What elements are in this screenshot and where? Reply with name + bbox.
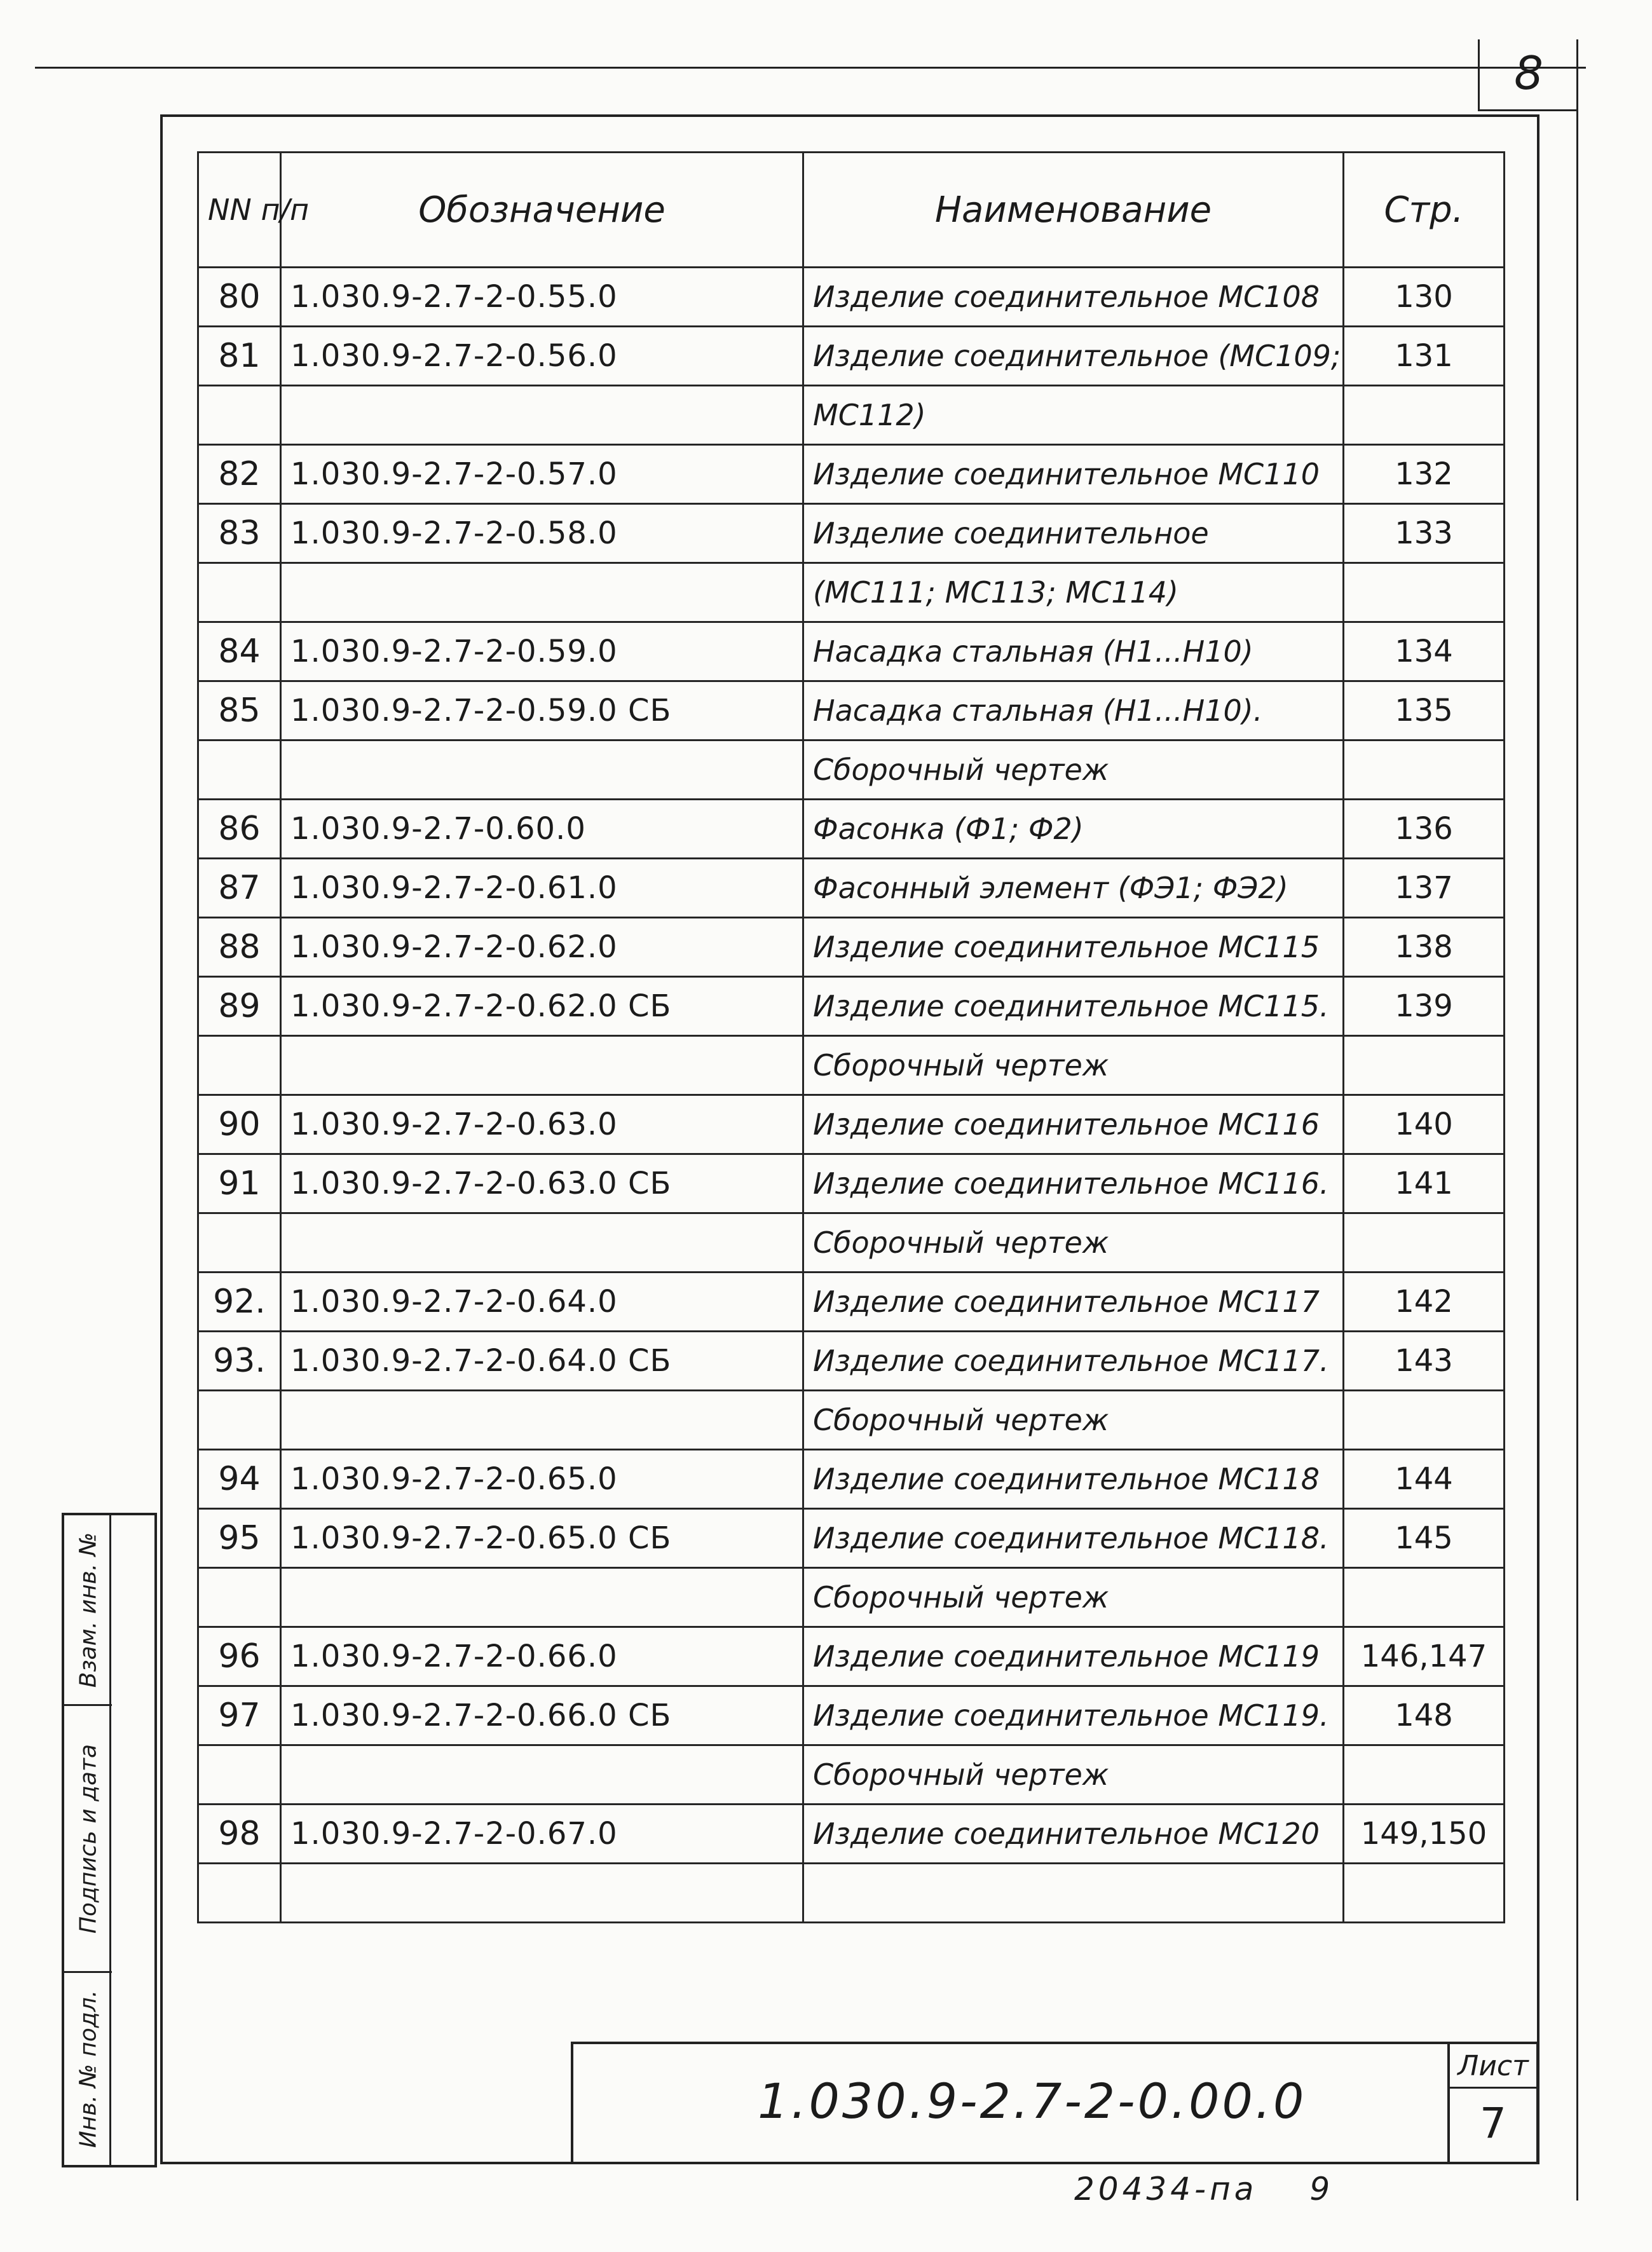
cell-page — [1344, 1745, 1505, 1805]
cell-designation: 1.030.9-2.7-2-0.64.0 — [281, 1273, 803, 1332]
table-row — [198, 1332, 1505, 1391]
cell-designation: 1.030.9-2.7-2-0.58.0 — [281, 504, 803, 563]
cell-number: 80 — [198, 268, 281, 327]
side-label-inventory: Инв. № подл. — [75, 1989, 101, 2148]
cell-number — [198, 1745, 281, 1805]
sheet-number-divider — [1478, 39, 1480, 111]
sheet-label: Лист — [1450, 2044, 1536, 2089]
cell-designation — [281, 563, 803, 622]
cell-page: 139 — [1344, 977, 1505, 1036]
table-row — [198, 1095, 1505, 1154]
table-row — [198, 1450, 1505, 1509]
cell-number — [198, 386, 281, 445]
side-cell-inventory — [64, 1973, 112, 2165]
cell-number — [198, 1568, 281, 1627]
cell-name: Сборочный чертеж — [803, 1036, 1344, 1095]
table-row — [198, 681, 1505, 740]
archive-code: 20434-па — [1074, 2171, 1258, 2208]
table-row — [198, 918, 1505, 977]
cell-page — [1344, 1213, 1505, 1273]
cell-name: Изделие соединительное (МС109; — [803, 327, 1344, 386]
cell-designation: 1.030.9-2.7-2-0.65.0 СБ — [281, 1509, 803, 1568]
cell-number — [198, 1864, 281, 1923]
cell-name: Изделие соединительное МС116 — [803, 1095, 1344, 1154]
cell-page: 149,150 — [1344, 1805, 1505, 1864]
cell-page: 131 — [1344, 327, 1505, 386]
cell-name: Изделие соединительное МС118. — [803, 1509, 1344, 1568]
table-row — [198, 622, 1505, 681]
table-row — [198, 1568, 1505, 1627]
cell-number: 83 — [198, 504, 281, 563]
cell-designation: 1.030.9-2.7-2-0.67.0 — [281, 1805, 803, 1864]
cell-name: Насадка стальная (Н1...Н10) — [803, 622, 1344, 681]
table-row — [198, 1391, 1505, 1450]
cell-number — [198, 1213, 281, 1273]
table-row — [198, 800, 1505, 859]
specification-table — [197, 151, 1505, 1923]
cell-name: Фасонка (Ф1; Ф2) — [803, 800, 1344, 859]
cell-page — [1344, 1568, 1505, 1627]
cell-designation: 1.030.9-2.7-0.60.0 — [281, 800, 803, 859]
table-row — [198, 1213, 1505, 1273]
table-row — [198, 859, 1505, 918]
side-label-replacement: Взам. инв. № — [75, 1532, 101, 1688]
table-header-row — [198, 153, 1505, 268]
cell-name: Сборочный чертеж — [803, 1568, 1344, 1627]
cell-designation — [281, 1213, 803, 1273]
cell-designation — [281, 740, 803, 800]
top-border-line — [35, 67, 1586, 69]
cell-page — [1344, 1864, 1505, 1923]
table-row — [198, 1686, 1505, 1745]
cell-designation: 1.030.9-2.7-2-0.59.0 СБ — [281, 681, 803, 740]
table-row — [198, 977, 1505, 1036]
cell-name: Изделие соединительное МС115 — [803, 918, 1344, 977]
cell-designation: 1.030.9-2.7-2-0.55.0 — [281, 268, 803, 327]
table-row — [198, 445, 1505, 504]
table-row — [198, 1036, 1505, 1095]
side-cell-replacement — [64, 1515, 112, 1706]
cell-name: Изделие соединительное МС120 — [803, 1805, 1344, 1864]
table-row — [198, 1154, 1505, 1213]
cell-designation — [281, 1864, 803, 1923]
cell-page: 140 — [1344, 1095, 1505, 1154]
cell-designation — [281, 1745, 803, 1805]
cell-designation: 1.030.9-2.7-2-0.64.0 СБ — [281, 1332, 803, 1391]
cell-number: 97 — [198, 1686, 281, 1745]
table-row — [198, 1273, 1505, 1332]
cell-number: 96 — [198, 1627, 281, 1686]
cell-page: 145 — [1344, 1509, 1505, 1568]
cell-page: 137 — [1344, 859, 1505, 918]
table-body — [198, 268, 1505, 1923]
cell-name: Изделие соединительное МС108 — [803, 268, 1344, 327]
table-row — [198, 563, 1505, 622]
cell-name: Сборочный чертеж — [803, 1745, 1344, 1805]
frame-right-edge — [1537, 114, 1539, 2164]
cell-name: Фасонный элемент (ФЭ1; ФЭ2) — [803, 859, 1344, 918]
table-row — [198, 268, 1505, 327]
table-row — [198, 1509, 1505, 1568]
cell-page — [1344, 740, 1505, 800]
cell-designation — [281, 1036, 803, 1095]
table-row — [198, 386, 1505, 445]
cell-page: 135 — [1344, 681, 1505, 740]
cell-number — [198, 740, 281, 800]
cell-name — [803, 1864, 1344, 1923]
cell-number: 81 — [198, 327, 281, 386]
title-block — [571, 2042, 1539, 2164]
cell-name: Сборочный чертеж — [803, 1391, 1344, 1450]
sheet-cell — [1447, 2044, 1536, 2162]
cell-name: Изделие соединительное МС119. — [803, 1686, 1344, 1745]
sheet-right-border — [1576, 39, 1578, 2201]
cell-name: (МС111; МС113; МС114) — [803, 563, 1344, 622]
cell-name: Насадка стальная (Н1...Н10). — [803, 681, 1344, 740]
side-label-signature: Подпись и дата — [75, 1744, 101, 1934]
cell-designation: 1.030.9-2.7-2-0.65.0 — [281, 1450, 803, 1509]
table-row — [198, 740, 1505, 800]
document-code: 1.030.9-2.7-2-0.00.0 — [758, 2073, 1307, 2129]
cell-number: 94 — [198, 1450, 281, 1509]
sheet-value: 7 — [1480, 2099, 1506, 2148]
cell-designation: 1.030.9-2.7-2-0.63.0 — [281, 1095, 803, 1154]
header-designation: Обозначение — [281, 153, 803, 268]
cell-page: 143 — [1344, 1332, 1505, 1391]
cell-name: Изделие соединительное МС118 — [803, 1450, 1344, 1509]
table-row — [198, 1864, 1505, 1923]
sheet-number-bottom — [1478, 109, 1578, 111]
cell-name: Изделие соединительное МС117. — [803, 1332, 1344, 1391]
cell-page — [1344, 563, 1505, 622]
table-row — [198, 1627, 1505, 1686]
cell-page: 133 — [1344, 504, 1505, 563]
cell-number: 91 — [198, 1154, 281, 1213]
cell-number: 87 — [198, 859, 281, 918]
cell-page: 134 — [1344, 622, 1505, 681]
header-number: NN п/п — [198, 153, 281, 268]
table-row — [198, 504, 1505, 563]
cell-number: 95 — [198, 1509, 281, 1568]
cell-page — [1344, 1036, 1505, 1095]
cell-page: 141 — [1344, 1154, 1505, 1213]
sheet-number-top: 8 — [1514, 46, 1543, 100]
cell-number: 90 — [198, 1095, 281, 1154]
cell-page: 142 — [1344, 1273, 1505, 1332]
cell-number — [198, 563, 281, 622]
side-stamp — [62, 1513, 157, 2167]
cell-designation: 1.030.9-2.7-2-0.66.0 СБ — [281, 1686, 803, 1745]
cell-number: 93. — [198, 1332, 281, 1391]
cell-number: 85 — [198, 681, 281, 740]
table-row — [198, 1745, 1505, 1805]
cell-page — [1344, 1391, 1505, 1450]
cell-page: 144 — [1344, 1450, 1505, 1509]
cell-designation: 1.030.9-2.7-2-0.56.0 — [281, 327, 803, 386]
cell-page: 138 — [1344, 918, 1505, 977]
cell-name: Изделие соединительное МС115. — [803, 977, 1344, 1036]
cell-designation: 1.030.9-2.7-2-0.61.0 — [281, 859, 803, 918]
header-name: Наименование — [803, 153, 1344, 268]
archive-number — [1074, 2171, 1334, 2208]
cell-number: 92. — [198, 1273, 281, 1332]
cell-number — [198, 1391, 281, 1450]
cell-designation — [281, 1568, 803, 1627]
table-row — [198, 1805, 1505, 1864]
cell-page — [1344, 386, 1505, 445]
cell-name: МС112) — [803, 386, 1344, 445]
archive-sheet: 9 — [1309, 2171, 1334, 2208]
table-row — [198, 327, 1505, 386]
cell-number: 82 — [198, 445, 281, 504]
cell-number: 86 — [198, 800, 281, 859]
cell-name: Изделие соединительное МС119 — [803, 1627, 1344, 1686]
cell-name: Изделие соединительное МС117 — [803, 1273, 1344, 1332]
cell-number: 89 — [198, 977, 281, 1036]
cell-page: 136 — [1344, 800, 1505, 859]
cell-page: 146,147 — [1344, 1627, 1505, 1686]
cell-page: 132 — [1344, 445, 1505, 504]
cell-name: Изделие соединительное МС110 — [803, 445, 1344, 504]
cell-page: 148 — [1344, 1686, 1505, 1745]
cell-number: 84 — [198, 622, 281, 681]
header-page: Стр. — [1344, 153, 1505, 268]
cell-designation: 1.030.9-2.7-2-0.63.0 СБ — [281, 1154, 803, 1213]
cell-name: Изделие соединительное — [803, 504, 1344, 563]
cell-number: 88 — [198, 918, 281, 977]
cell-page: 130 — [1344, 268, 1505, 327]
cell-designation: 1.030.9-2.7-2-0.59.0 — [281, 622, 803, 681]
cell-number: 98 — [198, 1805, 281, 1864]
cell-designation — [281, 1391, 803, 1450]
cell-name: Изделие соединительное МС116. — [803, 1154, 1344, 1213]
cell-designation: 1.030.9-2.7-2-0.62.0 — [281, 918, 803, 977]
cell-designation: 1.030.9-2.7-2-0.62.0 СБ — [281, 977, 803, 1036]
side-cell-signature — [64, 1706, 112, 1973]
cell-designation: 1.030.9-2.7-2-0.57.0 — [281, 445, 803, 504]
cell-name: Сборочный чертеж — [803, 740, 1344, 800]
cell-designation — [281, 386, 803, 445]
cell-number — [198, 1036, 281, 1095]
cell-designation: 1.030.9-2.7-2-0.66.0 — [281, 1627, 803, 1686]
cell-name: Сборочный чертеж — [803, 1213, 1344, 1273]
